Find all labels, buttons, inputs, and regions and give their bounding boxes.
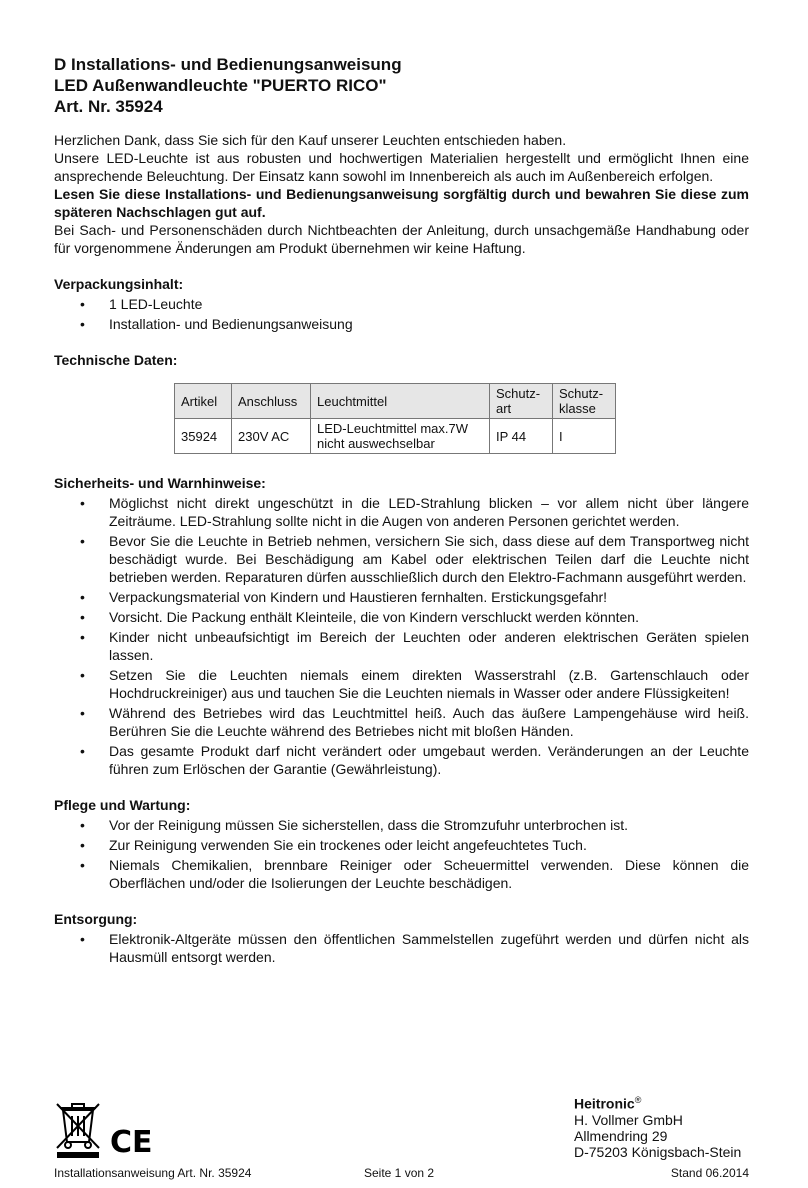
disposal-heading: Entsorgung: [54,911,138,927]
company-street: Allmendring 29 [574,1127,668,1144]
list-item: • Während des Betriebes wird das Leuchtmittel heiß. Auch das äußere Lampengehäuse wird heiß. Berühren Sie die Leuchte während des Betriebes nicht mit bloßen Händen. [80,705,749,739]
crossed-bin-icon [54,1102,164,1160]
list-item: • Kinder nicht unbeaufsichtigt im Bereich der Leuchten oder anderen elektrischen Geräten spielen lassen. [80,629,749,663]
bullet: • [80,629,85,645]
safety-heading: Sicherheits- und Warnhinweise: [54,475,266,491]
footer-doc-ref: Installationsanweisung Art. Nr. 35924 [54,1166,252,1180]
bullet: • [80,609,85,625]
page-footer [54,1166,749,1180]
intro-liability: Bei Sach- und Personenschäden durch Nichtbeachten der Anleitung, durch unsachgemäße Handhabung oder für vorgenommene Änderungen am Produkt übernehmen wir keine Haftung. [54,222,749,256]
cell: 230V AC [232,419,311,454]
page-number: Seite 1 von 2 [364,1166,435,1180]
bullet: • [80,296,85,312]
document-page [54,54,749,968]
list-item: • Das gesamte Produkt darf nicht verändert oder umgebaut werden. Veränderungen an der Leuchte führen zum Erlöschen der Garantie (Gewährleistung). [80,743,749,777]
bullet: • [80,817,85,833]
header-cell: Leuchtmittel [311,384,490,419]
care-heading: Pflege und Wartung: [54,797,191,813]
list-item: • Vorsicht. Die Packung enthält Kleinteile, die von Kindern verschluckt werden könnten. [80,609,639,625]
company-brand: Heitronic® [574,1095,642,1112]
bullet: • [80,667,85,683]
intro-text [54,131,749,257]
bullet: • [80,837,85,853]
tech-heading: Technische Daten: [54,352,178,368]
bullet: • [80,589,85,605]
list-item: • Vor der Reinigung müssen Sie sicherstellen, dass die Stromzufuhr unterbrochen ist. [80,817,629,833]
ce-mark: CE [110,1125,153,1160]
list-item: • Setzen Sie die Leuchten niemals einem direkten Wasserstrahl (z.B. Gartenschlauch oder Hochdruckreiniger) aus und tauchen Sie die Leuchten niemals in Wasser oder andere Flüssigkeiten! [80,667,749,701]
list-item: • Zur Reinigung verwenden Sie ein trockenes oder leicht angefeuchtetes Tuch. [80,837,587,853]
packaging-list [54,295,749,333]
header-cell: Anschluss [232,384,311,419]
list-item: • Niemals Chemikalien, brennbare Reiniger oder Scheuermittel verwenden. Diese können die Oberflächen und/oder die Isolierungen der Leuchte beschädigen. [80,857,749,891]
list-item: • Bevor Sie die Leuchte in Betrieb nehmen, versichern Sie sich, dass diese auf dem Transportweg nicht beschädigt wurde. Bei Beschädigung am Kabel oder elektrischen Teilen darf die Leuchte nicht betrieben werden. Reparaturen dürfen ausschließlich durch den Elektro-Fachmann ausgeführt werden. [80,533,749,585]
header-cell: Schutz- art [490,384,553,419]
header-cell: Artikel [175,384,232,419]
list-item: • Möglichst nicht direkt ungeschützt in die LED-Strahlung blicken – vor allem nicht über längere Zeiträume. LED-Strahlung sollte nicht in die Augen von anderen Personen gerichtet werden. [80,495,749,529]
list-item: • Installation- und Bedienungsanweisung [80,316,353,332]
doc-title [54,54,749,117]
safety-list [54,494,749,778]
packaging-heading: Verpackungsinhalt: [54,276,184,292]
list-item: • 1 LED-Leuchte [80,296,203,312]
company-name: H. Vollmer GmbH [574,1111,683,1128]
footer-date: Stand 06.2014 [670,1166,749,1180]
title-line-3: Art. Nr. 35924 [54,97,163,116]
bullet: • [80,533,85,549]
care-list [54,816,749,892]
table-header-row [175,384,616,419]
bullet: • [80,743,85,759]
cell: I [553,419,616,454]
bullet: • [80,857,85,873]
company-city: D-75203 Königsbach-Stein [574,1143,742,1160]
title-line-1: D Installations- und Bedienungsanweisung [54,55,402,74]
compliance-logos [54,1102,164,1165]
bullet: • [80,705,85,721]
intro-description: Unsere LED-Leuchte ist aus robusten und hochwertigen Materialien hergestellt und ermöglicht Ihnen eine ansprechende Beleuchtung. Der Einsatz kann sowohl im Innenbereich als auch im Außenbereich erfolgen. [54,150,749,184]
cell: LED-Leuchtmittel max.7W nicht auswechselbar [311,419,490,454]
tech-table [174,383,616,454]
cell: 35924 [175,419,232,454]
bullet: • [80,316,85,332]
disposal-list [54,930,749,966]
intro-thanks: Herzlichen Dank, dass Sie sich für den Kauf unserer Leuchten entschieden haben. [54,132,567,148]
header-cell: Schutz- klasse [553,384,616,419]
bullet: • [80,931,85,947]
title-line-2: LED Außenwandleuchte "PUERTO RICO" [54,76,387,95]
list-item: • Verpackungsmaterial von Kindern und Haustieren fernhalten. Erstickungsgefahr! [80,589,608,605]
table-row [175,419,616,454]
list-item: • Elektronik-Altgeräte müssen den öffentlichen Sammelstellen zugeführt werden und dürfen nicht als Hausmüll entsorgt werden. [80,931,749,965]
company-address [574,1092,741,1160]
bullet: • [80,495,85,511]
cell: IP 44 [490,419,553,454]
intro-read-notice: Lesen Sie diese Installations- und Bedienungsanweisung sorgfältig durch und bewahren Sie diese zum späteren Nachschlagen gut auf. [54,186,749,220]
